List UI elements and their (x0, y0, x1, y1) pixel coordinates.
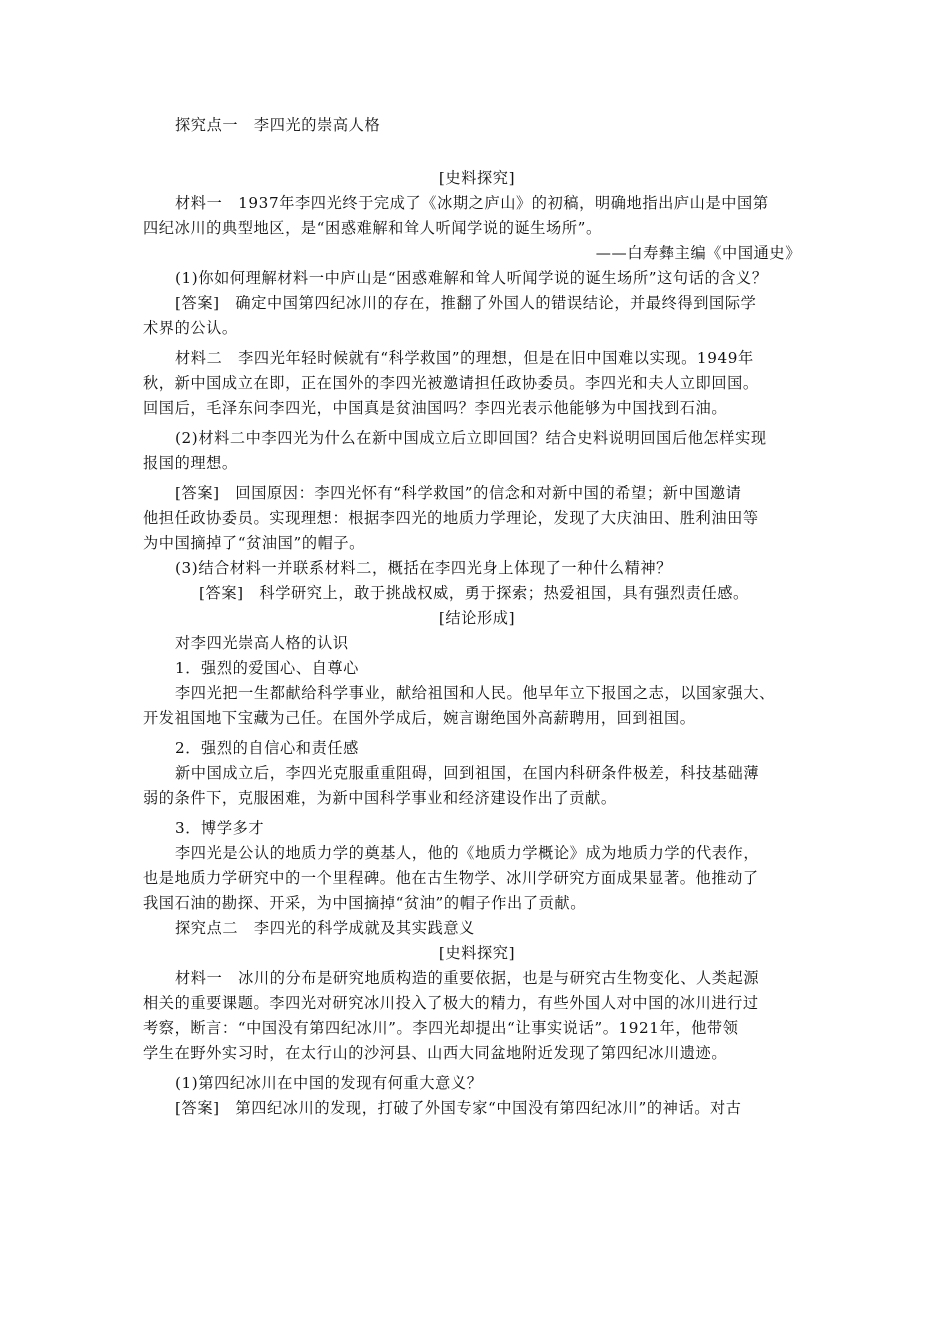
text-line: (1)你如何理解材料一中庐山是“困惑难解和耸人听闻学说的诞生场所”这句话的含义？ (175, 269, 768, 287)
document-page (143, 113, 811, 1121)
text-line: 回国后，毛泽东问李四光，中国真是贫油国吗？李四光表示他能够为中国找到石油。 (143, 399, 728, 417)
text-line: 李四光把一生都献给科学事业，献给祖国和人民。他早年立下报国之志，以国家强大、 (175, 684, 775, 702)
text-line: (2)材料二中李四光为什么在新中国成立后立即回国？结合史料说明回国后他怎样实现 (175, 429, 767, 447)
text-line: 秋，新中国成立在即，正在国外的李四光被邀请担任政协委员。李四光和夫人立即回国。 (143, 374, 759, 392)
text-line: 对李四光崇高人格的认识 (175, 634, 349, 652)
text-line: 我国石油的勘探、开采，为中国摘掉“贫油”的帽子作出了贡献。 (143, 894, 586, 912)
text-line: (1)第四纪冰川在中国的发现有何重大意义？ (175, 1074, 483, 1092)
text-line: [史料探究] (438, 169, 516, 187)
text-line: 开发祖国地下宝藏为己任。在国外学成后，婉言谢绝国外高薪聘用，回到祖国。 (143, 709, 696, 727)
text-line: 术界的公认。 (143, 319, 238, 337)
text-line: 新中国成立后，李四光克服重重阻碍，回到祖国，在国内科研条件极差，科技基础薄 (175, 764, 760, 782)
text-line: [答案] 第四纪冰川的发现，打破了外国专家“中国没有第四纪冰川”的神话。对古 (175, 1099, 742, 1117)
text-line: 四纪冰川的典型地区，是“困惑难解和耸人听闻学说的诞生场所”。 (143, 219, 602, 237)
text-line: 探究点二 李四光的科学成就及其实践意义 (175, 919, 475, 937)
text-line: 1．强烈的爱国心、自尊心 (175, 659, 359, 677)
text-line: ——白寿彝主编《中国通史》 (595, 244, 801, 262)
text-line: 学生在野外实习时，在太行山的沙河县、山西大同盆地附近发现了第四纪冰川遗迹。 (143, 1044, 728, 1062)
text-line: [答案] 科学研究上，敢于挑战权威，勇于探索；热爱祖国，具有强烈责任感。 (199, 584, 749, 602)
text-line: [答案] 确定中国第四纪冰川的存在，推翻了外国人的错误结论，并最终得到国际学 (175, 294, 757, 312)
text-line: [结论形成] (438, 609, 516, 627)
text-line: 材料二 李四光年轻时候就有“科学救国”的理想，但是在旧中国难以实现。1949年 (175, 349, 754, 367)
text-line: 材料一 冰川的分布是研究地质构造的重要依据，也是与研究古生物变化、人类起源 (175, 969, 760, 987)
text-line: 考察，断言：“中国没有第四纪冰川”。李四光却提出“让事实说话”。1921年，他带领 (143, 1019, 739, 1037)
text-line: [史料探究] (438, 944, 516, 962)
text-line: 材料一 1937年李四光终于完成了《冰期之庐山》的初稿，明确地指出庐山是中国第 (175, 194, 769, 212)
text-line: 李四光是公认的地质力学的奠基人，他的《地质力学概论》成为地质力学的代表作， (175, 844, 760, 862)
text-line: [答案] 回国原因：李四光怀有“科学救国”的信念和对新中国的希望；新中国邀请 (175, 484, 742, 502)
text-line: 他担任政协委员。实现理想：根据李四光的地质力学理论，发现了大庆油田、胜利油田等 (143, 509, 759, 527)
text-line: 也是地质力学研究中的一个里程碑。他在古生物学、冰川学研究方面成果显著。他推动了 (143, 869, 759, 887)
text-line: (3)结合材料一并联系材料二，概括在李四光身上体现了一种什么精神？ (175, 559, 672, 577)
text-line: 为中国摘掉了“贫油国”的帽子。 (143, 534, 365, 552)
text-line: 报国的理想。 (143, 454, 238, 472)
text-line: 2．强烈的自信心和责任感 (175, 739, 359, 757)
text-line: 相关的重要课题。李四光对研究冰川投入了极大的精力，有些外国人对中国的冰川进行过 (143, 994, 759, 1012)
text-line: 弱的条件下，克服困难，为新中国科学事业和经济建设作出了贡献。 (143, 789, 617, 807)
text-line: 探究点一 李四光的崇高人格 (175, 116, 381, 134)
text-line: 3．博学多才 (175, 819, 265, 837)
